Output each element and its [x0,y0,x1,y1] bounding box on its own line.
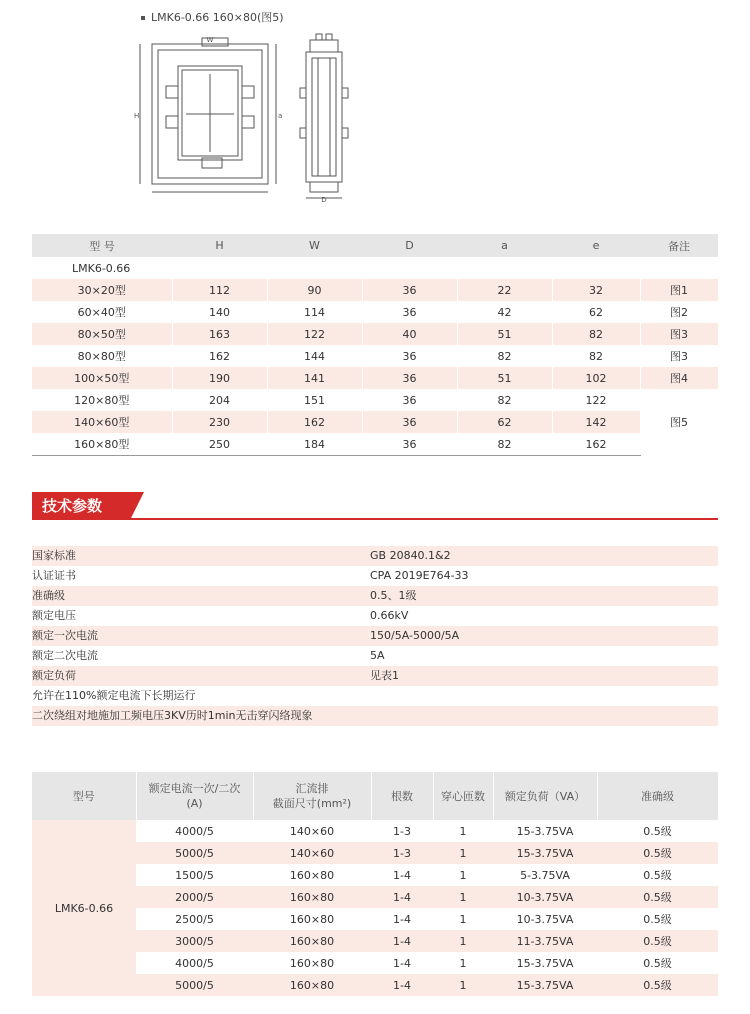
cell: 62 [457,411,552,433]
cell: 122 [552,389,640,411]
cell: 36 [362,411,457,433]
cell: 0.5级 [597,974,718,996]
cell: 0.5级 [597,886,718,908]
cell: 图3 [640,323,718,345]
cell: 1 [459,912,467,926]
cell: 1-4 [371,974,433,996]
cell: 36 [362,301,457,323]
cell: 162 [172,345,267,367]
params-list [32,546,718,726]
list-item [32,566,718,586]
ratings-header-load: 额定负荷（VA） [493,772,597,820]
ratings-header-class: 准确级 [597,772,718,820]
cell: 122 [267,323,362,345]
ratings-header-busbar [253,772,371,820]
cell: 204 [172,389,267,411]
cell: 1 [433,886,493,908]
cell: 140×60 [253,842,371,864]
cell: 190 [172,367,267,389]
cell: 144 [267,345,362,367]
cell: 图4 [640,367,718,389]
cell: 22 [457,279,552,301]
cell: 160×80 [253,930,371,952]
cell: 90 [267,279,362,301]
cell: 5000/5 [136,842,253,864]
dims-header-d: D [362,234,457,257]
cell: 162 [552,433,640,456]
cell: 10-3.75VA [516,912,574,926]
ratings-model-cell: LMK6-0.66 [32,820,136,996]
cell: 42 [457,301,552,323]
cell: 82 [552,323,640,345]
list-item [32,586,718,606]
param-key: 额定电压 [32,609,76,622]
header-line: 汇流排 [295,782,329,795]
ratings-table [32,772,719,996]
cell: 82 [457,345,552,367]
param-value: GB 20840.1&2 [370,549,451,562]
h-label: H [134,112,140,120]
cell: 36 [362,367,457,389]
param-value: 5A [370,649,385,662]
a-label: a [278,112,283,120]
param-key: 额定二次电流 [32,649,98,662]
table-row [32,279,718,301]
cell: 1-4 [393,912,411,926]
cell: 184 [267,433,362,456]
dimensions-table [32,234,719,456]
cell: 5-3.75VA [520,868,570,882]
list-item [32,606,718,626]
cell: 160×80 [253,886,371,908]
cell: 15-3.75VA [493,974,597,996]
param-key: 准确级 [32,589,65,602]
param-key: 国家标准 [32,549,76,562]
cell: 82 [457,433,552,456]
cell: 4000/5 [175,956,214,970]
cell: 114 [267,301,362,323]
cell: 1 [459,824,467,838]
param-value: 150/5A-5000/5A [370,629,460,642]
cell: 250 [172,433,267,456]
dims-header-w: W [267,234,362,257]
param-key: 额定一次电流 [32,629,98,642]
cell: 80×50型 [32,323,172,345]
bullet-icon [141,16,145,20]
cell: 160×80 [289,956,335,970]
table-row [32,345,718,367]
cell: 140 [172,301,267,323]
cell: 15-3.75VA [516,956,574,970]
cell: 160×80型 [32,433,172,456]
cell: 1 [433,930,493,952]
cell: 0.5级 [643,957,672,970]
cell: 图1 [640,279,718,301]
cell: 0.5级 [643,869,672,882]
dims-header-note: 备注 [640,234,718,257]
w-label: W [206,36,214,44]
table-row [32,323,718,345]
cell: 图2 [640,301,718,323]
cell: 32 [552,279,640,301]
cell: 4000/5 [175,824,214,838]
dims-header-row [32,234,718,257]
cell: 1-4 [371,930,433,952]
cell: 80×80型 [32,345,172,367]
table-row [32,301,718,323]
cell: 151 [267,389,362,411]
param-value: 0.66kV [370,609,409,622]
cell: 100×50型 [32,367,172,389]
cell: 15-3.75VA [516,824,574,838]
list-item [32,666,718,686]
ratings-header-core: 穿心匝数 [433,772,493,820]
figure-caption [141,9,284,25]
param-value: 0.5、1级 [370,589,417,602]
header-line: (A) [186,797,203,810]
cell: 36 [362,389,457,411]
cell: 120×80型 [32,389,172,411]
cell: 1 [433,974,493,996]
figure-caption-text: LMK6-0.66 160×80(图5) [151,11,284,24]
cell: 163 [172,323,267,345]
ratings-header-turns: 根数 [371,772,433,820]
cell: 112 [172,279,267,301]
list-item [32,546,718,566]
cell: 3000/5 [136,930,253,952]
cell: 140×60 [289,824,335,838]
list-item [32,626,718,646]
table-row [32,389,718,411]
list-item [32,686,718,706]
param-value: CPA 2019E764-33 [370,569,469,582]
table-row [32,820,718,842]
cell: 1 [459,868,467,882]
cell: 230 [172,411,267,433]
cell: 1-4 [393,956,411,970]
cell: 51 [457,367,552,389]
list-item [32,706,718,726]
cell: 1-3 [393,824,411,838]
cell: 36 [362,279,457,301]
cell: 140×60型 [32,411,172,433]
cell: 36 [362,345,457,367]
cell: 图3 [640,345,718,367]
cell: 141 [267,367,362,389]
table-row [32,367,718,389]
cell: 160×80 [289,912,335,926]
cell: 0.5级 [597,930,718,952]
table-row [32,433,718,456]
cell: 1-4 [393,868,411,882]
cell: 1500/5 [175,868,214,882]
cell: 1 [459,956,467,970]
cell: 160×80 [289,868,335,882]
list-item [32,646,718,666]
cell: 2000/5 [136,886,253,908]
cell: 30×20型 [32,279,172,301]
section-divider [32,518,718,520]
cell: 11-3.75VA [493,930,597,952]
param-key: 额定负荷 [32,669,76,682]
section-header [32,492,718,520]
dims-header-model: 型 号 [32,234,172,257]
dims-header-a: a [457,234,552,257]
cell: 0.5级 [643,913,672,926]
dims-header-e: e [552,234,640,257]
cell: 162 [267,411,362,433]
param-key: 允许在110%额定电流下长期运行 [32,689,196,702]
cell: 60×40型 [32,301,172,323]
cell: 1 [433,842,493,864]
ratings-header-row [32,772,718,820]
dims-header-h: H [172,234,267,257]
section-title: 技术参数 [32,492,130,520]
technical-drawing [130,28,370,203]
cell: 0.5级 [643,825,672,838]
cell: 36 [362,433,457,456]
note-merged-cell: 图5 [640,389,718,456]
cell: 82 [457,389,552,411]
param-value: 见表1 [370,669,399,682]
cell: 142 [552,411,640,433]
ratings-header-model: 型号 [32,772,136,820]
cell: 0.5级 [597,842,718,864]
cell: 10-3.75VA [493,886,597,908]
header-line: 截面尺寸(mm²) [272,797,352,810]
dims-group-row [32,257,718,279]
cell: 102 [552,367,640,389]
cell: 1-3 [371,842,433,864]
header-line: 额定电流一次/二次 [148,782,241,795]
cell: 2500/5 [175,912,214,926]
cell: 5000/5 [136,974,253,996]
cell: 82 [552,345,640,367]
cell: 51 [457,323,552,345]
d-label: D [321,196,327,203]
cell: 160×80 [253,974,371,996]
dims-group-label: LMK6-0.66 [32,257,172,279]
cell: 40 [362,323,457,345]
param-key: 认证证书 [32,569,76,582]
param-key: 二次绕组对地施加工频电压3KV历时1min无击穿闪络现象 [32,709,313,722]
ratings-header-ratio [136,772,253,820]
table-row [32,411,718,433]
cell: 15-3.75VA [493,842,597,864]
cell: 62 [552,301,640,323]
cell: 1-4 [371,886,433,908]
